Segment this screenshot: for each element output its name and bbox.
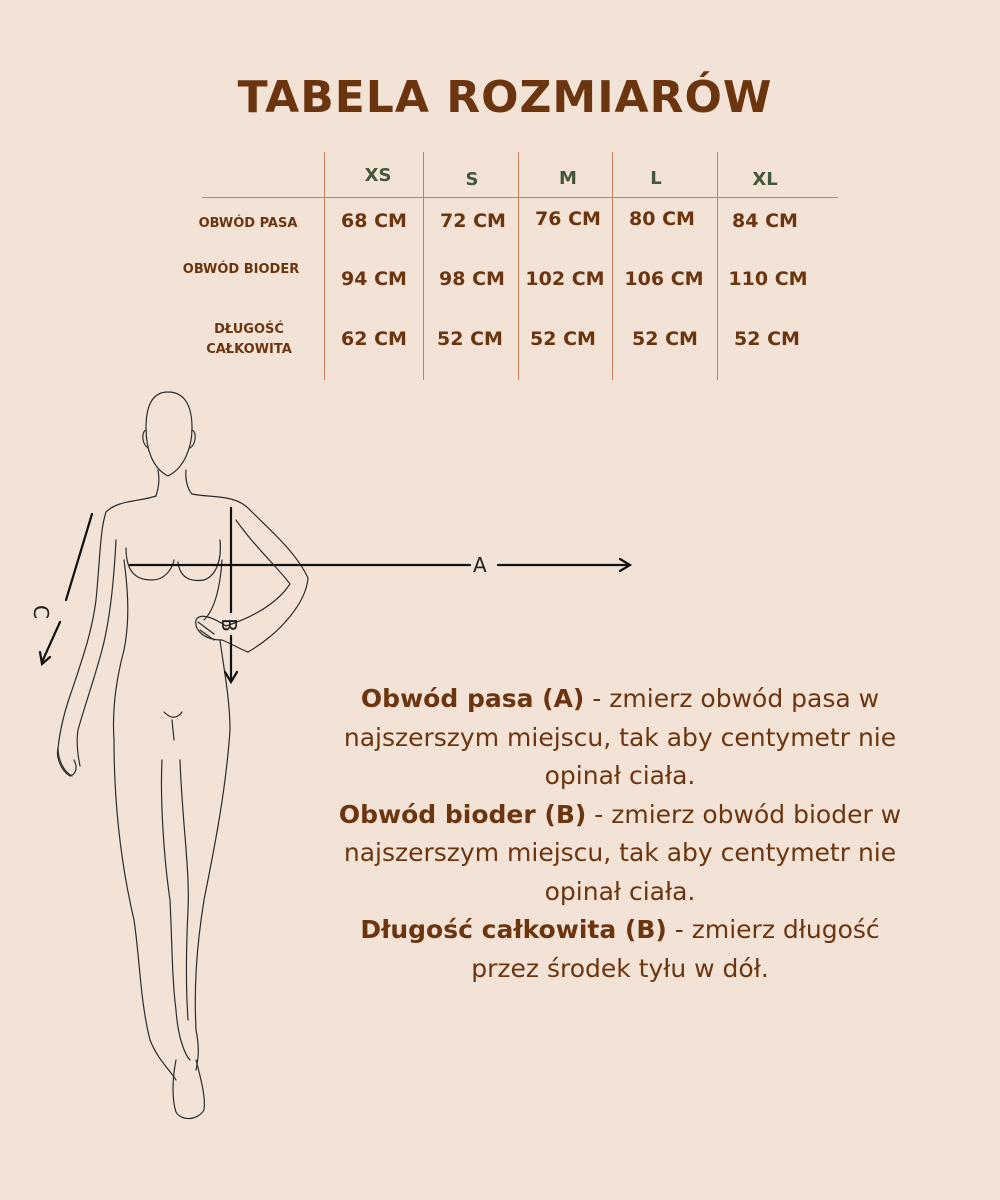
instruction-hips-line2: najszerszym miejscu, tak aby centymetr nie bbox=[343, 838, 897, 867]
table-cell: 76 CM bbox=[535, 208, 601, 230]
size-header-xs: XS bbox=[364, 165, 392, 186]
table-cell: 52 CM bbox=[734, 328, 800, 350]
table-cell: 62 CM bbox=[341, 328, 407, 350]
size-header-s: S bbox=[465, 169, 479, 190]
instruction-hips-text: - zmierz obwód bioder w bbox=[586, 799, 902, 829]
measurement-label-c: C bbox=[28, 605, 53, 619]
row-label-length-line1: DŁUGOŚĆ bbox=[214, 322, 284, 337]
row-label-waist: OBWÓD PASA bbox=[198, 216, 298, 231]
table-cell: 52 CM bbox=[530, 328, 596, 350]
row-label-length-line2: CAŁKOWITA bbox=[206, 342, 292, 357]
instruction-waist-title: Obwód pasa (A) bbox=[360, 684, 585, 713]
table-cell: 84 CM bbox=[732, 210, 798, 232]
instruction-length bbox=[290, 911, 950, 950]
instruction-waist-line3: opinał ciała. bbox=[544, 761, 696, 790]
size-header-m: M bbox=[559, 168, 577, 189]
instruction-waist-line2: najszerszym miejscu, tak aby centymetr nie bbox=[343, 722, 897, 752]
instruction-length-text: - zmierz długość bbox=[666, 915, 880, 944]
table-cell: 72 CM bbox=[440, 210, 506, 232]
table-cell: 68 CM bbox=[341, 210, 407, 232]
size-header-xl: XL bbox=[752, 169, 778, 190]
table-cell: 102 CM bbox=[525, 268, 605, 290]
size-header-l: L bbox=[650, 168, 662, 189]
measurement-label-a: A bbox=[473, 553, 487, 577]
instruction-hips-line3: opinał ciała. bbox=[544, 876, 696, 906]
instruction-waist bbox=[290, 680, 950, 719]
measurement-label-b: B bbox=[216, 618, 241, 632]
measurement-instructions bbox=[290, 680, 950, 988]
row-label-hips: OBWÓD BIODER bbox=[182, 262, 300, 277]
table-cell: 106 CM bbox=[624, 268, 704, 290]
table-cell: 110 CM bbox=[728, 268, 808, 290]
table-cell: 52 CM bbox=[632, 328, 698, 350]
size-table bbox=[0, 0, 1000, 400]
table-header-divider bbox=[202, 197, 838, 198]
page-title: TABELA ROZMIARÓW bbox=[237, 72, 773, 123]
row-label-length bbox=[169, 320, 329, 360]
table-cell: 52 CM bbox=[437, 328, 503, 350]
instruction-hips-title: Obwód bioder (B) bbox=[338, 799, 587, 829]
table-cell: 94 CM bbox=[341, 268, 407, 290]
instruction-waist-text: - zmierz obwód pasa w bbox=[584, 684, 880, 713]
instruction-length-line2: przez środek tyłu w dół. bbox=[471, 953, 769, 983]
table-cell: 98 CM bbox=[439, 268, 505, 290]
instruction-hips bbox=[290, 796, 950, 835]
table-cell: 80 CM bbox=[629, 208, 695, 230]
instruction-length-title: Długość całkowita (B) bbox=[360, 915, 667, 944]
